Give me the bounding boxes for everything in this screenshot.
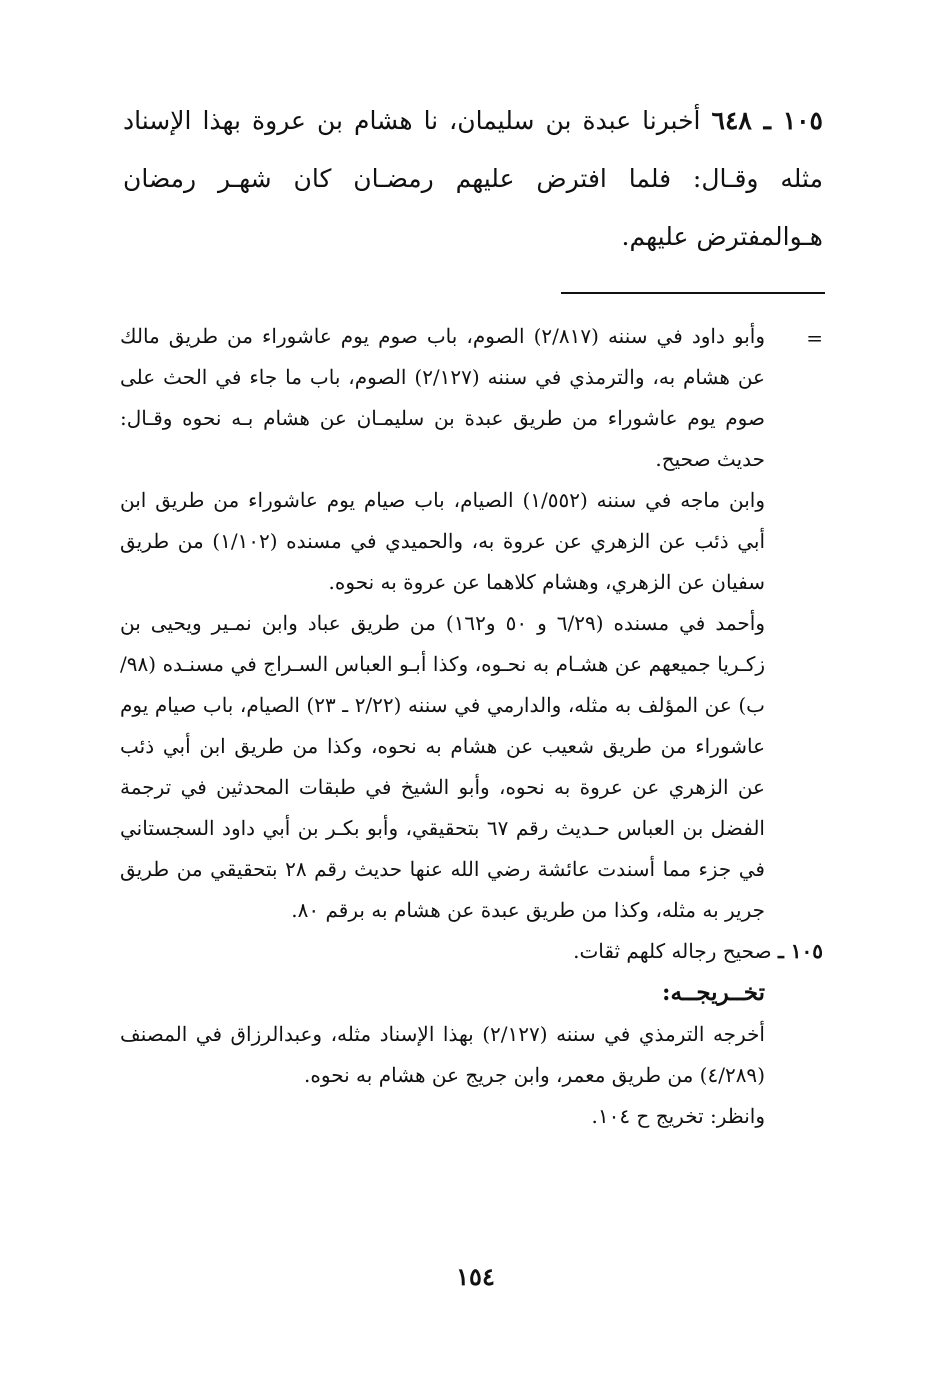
takhrij-text: أخرجه الترمذي في سننه (٢/١٢٧) بهذا الإسناد مثله، وعبدالرزاق في المصنف (٤/٢٨٩) من طريق معمر، وابن جريج عن هشام به نحوه. xyxy=(120,1022,765,1087)
hadith-main-text xyxy=(123,92,823,266)
hadith-number: ١٠٥ ـ ٦٤٨ xyxy=(711,106,823,135)
takhrij-heading: تخــريجــه: xyxy=(662,979,765,1006)
page-number: ١٥٤ xyxy=(456,1262,495,1291)
footnotes xyxy=(120,316,823,1137)
footnote-separator xyxy=(561,292,825,294)
footnote-continuation-mark: = xyxy=(806,326,823,350)
hadith-body: أخبرنا عبدة بن سليمان، نا هشام بن عروة بهذا الإسناد مثله وقـال: فلما افترض عليهم رمضـان كان شهـر رمضان هـوالمفترض عليهم. xyxy=(123,106,823,251)
grading-number: ١٠٥ ـ xyxy=(777,939,823,963)
grading-line xyxy=(120,931,823,972)
grading-text: صحيح رجاله كلهم ثقات. xyxy=(573,939,772,963)
takhrij-heading-line xyxy=(120,972,765,1014)
footnote-paragraph: وأبو داود في سننه (٢/٨١٧) الصوم، باب صوم يوم عاشوراء من طريق مالك عن هشام به، والترمذي في سننه (٢/١٢٧) الصوم، باب ما جاء في الحث على صوم يوم عاشوراء من طريق عبدة بن سليمـان عن هشام بـه نحوه وقـال: حديث صحيح. xyxy=(120,324,765,471)
footnote-paragraph: وابن ماجه في سننه (١/٥٥٢) الصيام، باب صيام يوم عاشوراء من طريق ابن أبي ذئب عن الزهري عن عروة به، والحميدي في مسنده (١/١٠٢) من طريق سفيان عن الزهري، وهشام كلاهما عن عروة به نحوه. xyxy=(120,488,766,594)
footnote-paragraph: وأحمد في مسنده (٦/٢٩ و ٥٠ و١٦٢) من طريق عباد وابن نمـير ويحيى بن زكـريا جميعهم عن هشـام به نحـوه، وكذا أبـو العباس السـراج في مسنـده (٩٨/ب) عن المؤلف به مثله، والدارمي في سننه (٢/٢٢ ـ ٢٣) الصيام، باب صيام يوم عاشوراء من طريق شعيب عن هشام به نحوه، وكذا من طريق ابن أبي ذئب عن الزهري عن عروة به نحوه، وأبو الشيخ في طبقات المحدثين في ترجمة الفضل بن العباس حـديث رقم ٦٧ بتحقيقي، وأبو بكـر بن أبي داود السجستاني في جزء مما أسندت عائشة رضي الله عنها حديث رقم ٢٨ بتحقيقي من طريق جرير به مثله، وكذا من طريق عبدة عن هشام به برقم ٨٠. xyxy=(120,611,766,922)
see-also-text: وانظر: تخريج ح ١٠٤. xyxy=(591,1104,765,1128)
